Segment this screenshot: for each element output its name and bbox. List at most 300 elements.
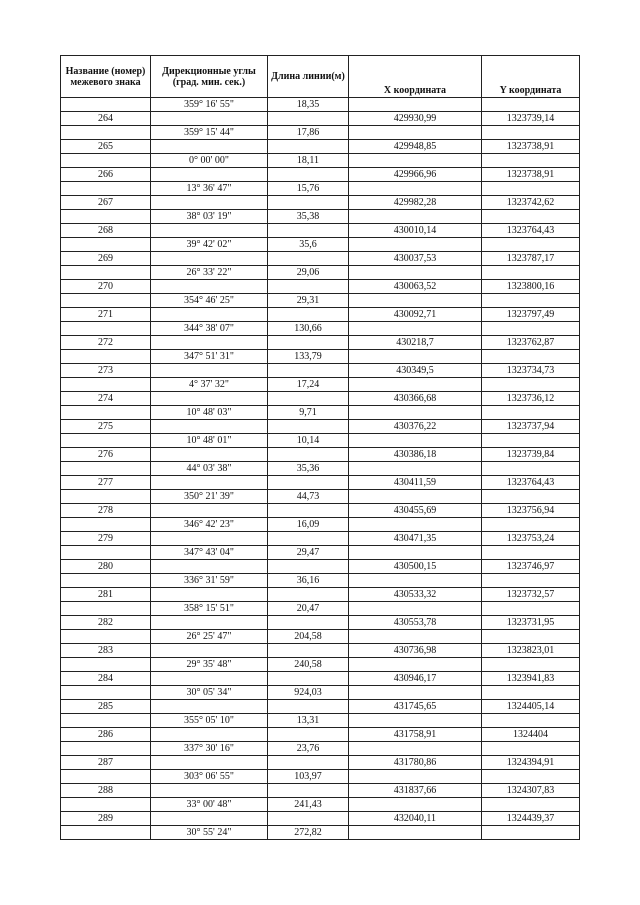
point-name: 277 xyxy=(61,476,151,490)
x-coordinate: 430500,15 xyxy=(349,560,482,574)
blank-cell xyxy=(151,476,268,490)
point-name: 282 xyxy=(61,616,151,630)
segment-row xyxy=(61,126,580,140)
segment-angle: 358° 15' 51" xyxy=(151,602,268,616)
x-coordinate: 431780,86 xyxy=(349,756,482,770)
x-coordinate: 430455,69 xyxy=(349,504,482,518)
segment-blank-cell xyxy=(349,266,482,280)
segment-blank-cell xyxy=(349,826,482,840)
segment-length: 130,66 xyxy=(268,322,349,336)
y-coordinate: 1323941,83 xyxy=(482,672,580,686)
boundary-coordinates-document xyxy=(60,55,579,840)
segment-blank-cell xyxy=(61,742,151,756)
segment-angle: 38° 03' 19" xyxy=(151,210,268,224)
x-coordinate: 430010,14 xyxy=(349,224,482,238)
point-name: 288 xyxy=(61,784,151,798)
segment-angle: 39° 42' 02" xyxy=(151,238,268,252)
blank-cell xyxy=(151,280,268,294)
segment-angle: 350° 21' 39" xyxy=(151,490,268,504)
segment-blank-cell xyxy=(349,770,482,784)
table-row xyxy=(61,504,580,518)
segment-blank-cell xyxy=(482,714,580,728)
segment-length: 44,73 xyxy=(268,490,349,504)
blank-cell xyxy=(268,140,349,154)
y-coordinate: 1323756,94 xyxy=(482,504,580,518)
segment-row xyxy=(61,98,580,112)
y-coordinate: 1323737,94 xyxy=(482,420,580,434)
segment-blank-cell xyxy=(482,322,580,336)
blank-cell xyxy=(268,756,349,770)
blank-cell xyxy=(151,812,268,826)
segment-angle: 10° 48' 03" xyxy=(151,406,268,420)
blank-cell xyxy=(268,560,349,574)
blank-cell xyxy=(268,588,349,602)
segment-length: 18,11 xyxy=(268,154,349,168)
segment-angle: 44° 03' 38" xyxy=(151,462,268,476)
segment-length: 9,71 xyxy=(268,406,349,420)
x-coordinate: 430736,98 xyxy=(349,644,482,658)
segment-angle: 344° 38' 07" xyxy=(151,322,268,336)
segment-angle: 355° 05' 10" xyxy=(151,714,268,728)
table-row xyxy=(61,392,580,406)
x-coordinate: 430349,5 xyxy=(349,364,482,378)
segment-row xyxy=(61,714,580,728)
segment-blank-cell xyxy=(482,630,580,644)
segment-blank-cell xyxy=(482,658,580,672)
blank-cell xyxy=(268,364,349,378)
segment-row xyxy=(61,378,580,392)
segment-angle: 0° 00' 00" xyxy=(151,154,268,168)
y-coordinate: 1323753,24 xyxy=(482,532,580,546)
header-x-coordinate: X координата xyxy=(349,56,482,98)
segment-length: 36,16 xyxy=(268,574,349,588)
segment-blank-cell xyxy=(349,602,482,616)
segment-row xyxy=(61,574,580,588)
table-row xyxy=(61,420,580,434)
table-row xyxy=(61,476,580,490)
segment-blank-cell xyxy=(61,294,151,308)
blank-cell xyxy=(268,784,349,798)
segment-blank-cell xyxy=(349,742,482,756)
point-name: 270 xyxy=(61,280,151,294)
segment-row xyxy=(61,434,580,448)
segment-length: 204,58 xyxy=(268,630,349,644)
segment-length: 23,76 xyxy=(268,742,349,756)
segment-blank-cell xyxy=(349,210,482,224)
segment-angle: 337° 30' 16" xyxy=(151,742,268,756)
segment-row xyxy=(61,798,580,812)
point-name: 274 xyxy=(61,392,151,406)
segment-blank-cell xyxy=(349,294,482,308)
y-coordinate: 1323738,91 xyxy=(482,140,580,154)
table-row xyxy=(61,448,580,462)
segment-length: 29,06 xyxy=(268,266,349,280)
segment-blank-cell xyxy=(482,98,580,112)
segment-length: 15,76 xyxy=(268,182,349,196)
blank-cell xyxy=(151,616,268,630)
point-name: 280 xyxy=(61,560,151,574)
y-coordinate: 1324439,37 xyxy=(482,812,580,826)
segment-angle: 336° 31' 59" xyxy=(151,574,268,588)
segment-angle: 30° 05' 34" xyxy=(151,686,268,700)
segment-blank-cell xyxy=(61,798,151,812)
segment-blank-cell xyxy=(349,378,482,392)
x-coordinate: 429966,96 xyxy=(349,168,482,182)
segment-blank-cell xyxy=(349,126,482,140)
blank-cell xyxy=(151,504,268,518)
segment-row xyxy=(61,462,580,476)
y-coordinate: 1323738,91 xyxy=(482,168,580,182)
segment-blank-cell xyxy=(482,770,580,784)
blank-cell xyxy=(268,672,349,686)
table-row xyxy=(61,532,580,546)
x-coordinate: 430092,71 xyxy=(349,308,482,322)
segment-blank-cell xyxy=(482,378,580,392)
blank-cell xyxy=(151,336,268,350)
segment-blank-cell xyxy=(61,546,151,560)
x-coordinate: 430366,68 xyxy=(349,392,482,406)
point-name: 265 xyxy=(61,140,151,154)
x-coordinate: 429982,28 xyxy=(349,196,482,210)
segment-blank-cell xyxy=(61,574,151,588)
segment-length: 35,6 xyxy=(268,238,349,252)
y-coordinate: 1323739,84 xyxy=(482,448,580,462)
segment-blank-cell xyxy=(61,826,151,840)
segment-blank-cell xyxy=(349,406,482,420)
segment-blank-cell xyxy=(482,266,580,280)
table-row xyxy=(61,672,580,686)
segment-blank-cell xyxy=(482,434,580,448)
blank-cell xyxy=(151,196,268,210)
y-coordinate: 1323746,97 xyxy=(482,560,580,574)
segment-row xyxy=(61,546,580,560)
blank-cell xyxy=(268,168,349,182)
segment-blank-cell xyxy=(349,238,482,252)
blank-cell xyxy=(151,308,268,322)
blank-cell xyxy=(151,560,268,574)
segment-angle: 347° 51' 31" xyxy=(151,350,268,364)
blank-cell xyxy=(151,728,268,742)
table-row xyxy=(61,224,580,238)
segment-length: 924,03 xyxy=(268,686,349,700)
segment-blank-cell xyxy=(61,238,151,252)
y-coordinate: 1323764,43 xyxy=(482,476,580,490)
blank-cell xyxy=(268,196,349,210)
segment-angle: 30° 55' 24" xyxy=(151,826,268,840)
segment-blank-cell xyxy=(482,406,580,420)
header-y-coordinate: Y координата xyxy=(482,56,580,98)
segment-blank-cell xyxy=(482,742,580,756)
coordinates-table xyxy=(60,55,580,840)
segment-blank-cell xyxy=(482,350,580,364)
blank-cell xyxy=(151,532,268,546)
segment-blank-cell xyxy=(349,98,482,112)
blank-cell xyxy=(268,700,349,714)
segment-blank-cell xyxy=(61,154,151,168)
segment-length: 241,43 xyxy=(268,798,349,812)
point-name: 289 xyxy=(61,812,151,826)
point-name: 273 xyxy=(61,364,151,378)
blank-cell xyxy=(151,700,268,714)
x-coordinate: 432040,11 xyxy=(349,812,482,826)
point-name: 266 xyxy=(61,168,151,182)
blank-cell xyxy=(151,644,268,658)
segment-blank-cell xyxy=(349,490,482,504)
blank-cell xyxy=(268,532,349,546)
segment-length: 10,14 xyxy=(268,434,349,448)
y-coordinate: 1324394,91 xyxy=(482,756,580,770)
segment-blank-cell xyxy=(61,406,151,420)
table-row xyxy=(61,560,580,574)
y-coordinate: 1323739,14 xyxy=(482,112,580,126)
segment-blank-cell xyxy=(482,546,580,560)
segment-angle: 26° 25' 47" xyxy=(151,630,268,644)
segment-length: 13,31 xyxy=(268,714,349,728)
segment-blank-cell xyxy=(61,462,151,476)
segment-blank-cell xyxy=(349,630,482,644)
x-coordinate: 430471,35 xyxy=(349,532,482,546)
blank-cell xyxy=(151,588,268,602)
x-coordinate: 430037,53 xyxy=(349,252,482,266)
table-row xyxy=(61,700,580,714)
segment-angle: 4° 37' 32" xyxy=(151,378,268,392)
segment-blank-cell xyxy=(61,126,151,140)
table-header-row xyxy=(61,56,580,98)
point-name: 276 xyxy=(61,448,151,462)
segment-blank-cell xyxy=(61,714,151,728)
point-name: 267 xyxy=(61,196,151,210)
segment-row xyxy=(61,658,580,672)
point-name: 284 xyxy=(61,672,151,686)
x-coordinate: 430946,17 xyxy=(349,672,482,686)
y-coordinate: 1323764,43 xyxy=(482,224,580,238)
segment-angle: 13° 36' 47" xyxy=(151,182,268,196)
segment-row xyxy=(61,742,580,756)
segment-blank-cell xyxy=(482,126,580,140)
y-coordinate: 1324404 xyxy=(482,728,580,742)
segment-blank-cell xyxy=(349,714,482,728)
blank-cell xyxy=(151,252,268,266)
segment-blank-cell xyxy=(61,210,151,224)
segment-row xyxy=(61,406,580,420)
segment-blank-cell xyxy=(482,518,580,532)
segment-row xyxy=(61,238,580,252)
x-coordinate: 430063,52 xyxy=(349,280,482,294)
table-row xyxy=(61,728,580,742)
segment-row xyxy=(61,210,580,224)
blank-cell xyxy=(268,476,349,490)
x-coordinate: 430386,18 xyxy=(349,448,482,462)
segment-blank-cell xyxy=(61,770,151,784)
segment-length: 272,82 xyxy=(268,826,349,840)
segment-blank-cell xyxy=(349,574,482,588)
segment-blank-cell xyxy=(61,518,151,532)
x-coordinate: 430218,7 xyxy=(349,336,482,350)
x-coordinate: 430533,32 xyxy=(349,588,482,602)
segment-length: 29,31 xyxy=(268,294,349,308)
point-name: 275 xyxy=(61,420,151,434)
segment-angle: 346° 42' 23" xyxy=(151,518,268,532)
segment-blank-cell xyxy=(482,210,580,224)
segment-row xyxy=(61,266,580,280)
segment-row xyxy=(61,490,580,504)
segment-length: 35,36 xyxy=(268,462,349,476)
blank-cell xyxy=(268,616,349,630)
blank-cell xyxy=(268,308,349,322)
blank-cell xyxy=(151,364,268,378)
segment-blank-cell xyxy=(61,630,151,644)
table-row xyxy=(61,168,580,182)
point-name: 283 xyxy=(61,644,151,658)
blank-cell xyxy=(151,784,268,798)
segment-length: 18,35 xyxy=(268,98,349,112)
segment-blank-cell xyxy=(482,462,580,476)
blank-cell xyxy=(151,756,268,770)
point-name: 272 xyxy=(61,336,151,350)
segment-length: 20,47 xyxy=(268,602,349,616)
segment-row xyxy=(61,154,580,168)
x-coordinate: 430553,78 xyxy=(349,616,482,630)
table-row xyxy=(61,280,580,294)
segment-row xyxy=(61,350,580,364)
segment-angle: 29° 35' 48" xyxy=(151,658,268,672)
segment-length: 16,09 xyxy=(268,518,349,532)
point-name: 287 xyxy=(61,756,151,770)
point-name: 271 xyxy=(61,308,151,322)
segment-blank-cell xyxy=(349,350,482,364)
table-row xyxy=(61,644,580,658)
header-line-length: Длина линии(м) xyxy=(268,56,349,98)
segment-angle: 303° 06' 55" xyxy=(151,770,268,784)
segment-blank-cell xyxy=(482,826,580,840)
y-coordinate: 1323823,01 xyxy=(482,644,580,658)
x-coordinate: 430411,59 xyxy=(349,476,482,490)
segment-length: 240,58 xyxy=(268,658,349,672)
table-row xyxy=(61,588,580,602)
blank-cell xyxy=(268,812,349,826)
segment-blank-cell xyxy=(61,182,151,196)
blank-cell xyxy=(268,280,349,294)
table-row xyxy=(61,112,580,126)
segment-angle: 26° 33' 22" xyxy=(151,266,268,280)
table-row xyxy=(61,616,580,630)
segment-blank-cell xyxy=(349,798,482,812)
segment-length: 17,86 xyxy=(268,126,349,140)
table-row xyxy=(61,756,580,770)
segment-blank-cell xyxy=(349,546,482,560)
segment-blank-cell xyxy=(349,518,482,532)
segment-row xyxy=(61,518,580,532)
segment-row xyxy=(61,322,580,336)
segment-angle: 359° 15' 44" xyxy=(151,126,268,140)
point-name: 286 xyxy=(61,728,151,742)
table-row xyxy=(61,140,580,154)
segment-blank-cell xyxy=(349,462,482,476)
segment-blank-cell xyxy=(61,490,151,504)
x-coordinate: 431745,65 xyxy=(349,700,482,714)
segment-row xyxy=(61,602,580,616)
blank-cell xyxy=(151,448,268,462)
segment-blank-cell xyxy=(61,350,151,364)
segment-row xyxy=(61,826,580,840)
y-coordinate: 1324405,14 xyxy=(482,700,580,714)
x-coordinate: 431837,66 xyxy=(349,784,482,798)
segment-length: 29,47 xyxy=(268,546,349,560)
segment-length: 133,79 xyxy=(268,350,349,364)
table-row xyxy=(61,308,580,322)
table-row xyxy=(61,196,580,210)
table-row xyxy=(61,336,580,350)
point-name: 264 xyxy=(61,112,151,126)
y-coordinate: 1323762,87 xyxy=(482,336,580,350)
y-coordinate: 1323736,12 xyxy=(482,392,580,406)
segment-angle: 33° 00' 48" xyxy=(151,798,268,812)
segment-length: 103,97 xyxy=(268,770,349,784)
segment-blank-cell xyxy=(349,154,482,168)
table-row xyxy=(61,252,580,266)
blank-cell xyxy=(268,224,349,238)
y-coordinate: 1323734,73 xyxy=(482,364,580,378)
segment-blank-cell xyxy=(482,798,580,812)
y-coordinate: 1323732,57 xyxy=(482,588,580,602)
segment-blank-cell xyxy=(349,434,482,448)
segment-angle: 359° 16' 55" xyxy=(151,98,268,112)
blank-cell xyxy=(268,336,349,350)
segment-length: 17,24 xyxy=(268,378,349,392)
blank-cell xyxy=(268,504,349,518)
segment-angle: 10° 48' 01" xyxy=(151,434,268,448)
segment-blank-cell xyxy=(482,490,580,504)
segment-blank-cell xyxy=(482,574,580,588)
blank-cell xyxy=(151,140,268,154)
segment-blank-cell xyxy=(61,602,151,616)
x-coordinate: 431758,91 xyxy=(349,728,482,742)
segment-blank-cell xyxy=(482,154,580,168)
blank-cell xyxy=(268,448,349,462)
y-coordinate: 1323797,49 xyxy=(482,308,580,322)
header-direction-angle: Дирекционные углы (град. мин. сек.) xyxy=(151,56,268,98)
blank-cell xyxy=(151,224,268,238)
segment-length: 35,38 xyxy=(268,210,349,224)
blank-cell xyxy=(268,252,349,266)
blank-cell xyxy=(151,392,268,406)
table-row xyxy=(61,812,580,826)
blank-cell xyxy=(151,112,268,126)
point-name: 281 xyxy=(61,588,151,602)
segment-blank-cell xyxy=(61,686,151,700)
x-coordinate: 430376,22 xyxy=(349,420,482,434)
segment-blank-cell xyxy=(61,98,151,112)
table-row xyxy=(61,364,580,378)
blank-cell xyxy=(151,672,268,686)
segment-blank-cell xyxy=(61,658,151,672)
segment-blank-cell xyxy=(482,238,580,252)
segment-row xyxy=(61,630,580,644)
segment-blank-cell xyxy=(61,266,151,280)
segment-row xyxy=(61,686,580,700)
y-coordinate: 1323787,17 xyxy=(482,252,580,266)
blank-cell xyxy=(151,168,268,182)
blank-cell xyxy=(268,644,349,658)
y-coordinate: 1324307,83 xyxy=(482,784,580,798)
point-name: 285 xyxy=(61,700,151,714)
point-name: 279 xyxy=(61,532,151,546)
x-coordinate: 429948,85 xyxy=(349,140,482,154)
segment-blank-cell xyxy=(349,322,482,336)
y-coordinate: 1323800,16 xyxy=(482,280,580,294)
point-name: 269 xyxy=(61,252,151,266)
segment-blank-cell xyxy=(482,602,580,616)
